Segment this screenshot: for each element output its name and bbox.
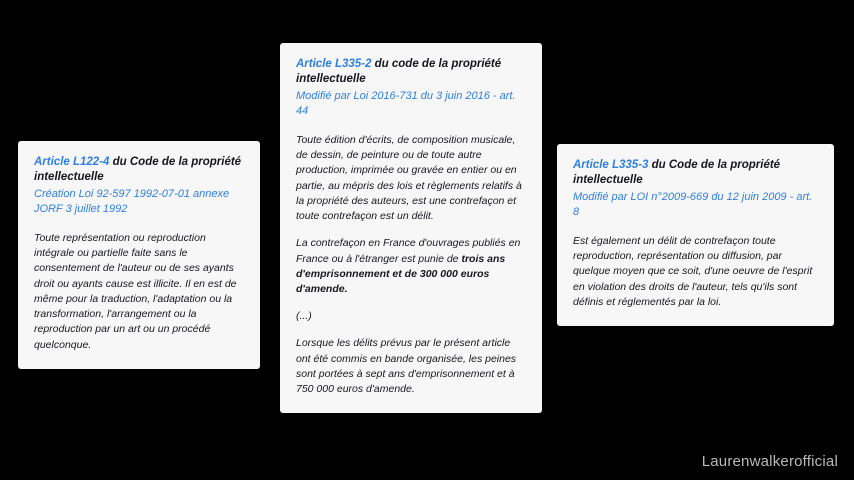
paragraph-lead-text: La contrefaçon en France d'ouvrages publiés en France ou à l'étranger est punie de	[296, 237, 521, 265]
spacer	[573, 220, 818, 234]
article-heading-rest: du Code de la propriété intellectuelle	[34, 156, 242, 184]
spacer	[296, 119, 526, 133]
article-paragraph: Est également un délit de contrefaçon toute reproduction, représentation ou diffusion, par quelque moyen que ce soit, d'une oeuvre de l'esprit en violation des droits de l'auteur, tels qu'ils sont définis et réglementés par la loi.	[573, 235, 813, 308]
article-paragraph: Toute édition d'écrits, de composition musicale, de dessin, de peinture ou de toute autre production, imprimée ou gravée en entier ou en partie, au mépris des lois et règlements relatifs à la propriété des auteurs, est une contrefaçon et toute contrefaçon est un délit.	[296, 134, 522, 223]
article-reference: Article L335-2	[296, 58, 372, 70]
article-paragraph-ellipsis: (...)	[296, 310, 312, 323]
article-heading-rest: du code de la propriété intellectuelle	[296, 58, 502, 86]
article-paragraph-highlighted	[296, 236, 526, 297]
article-subheading: Modifié par LOI n°2009-669 du 12 juin 2009 - art. 8	[573, 191, 813, 219]
spacer	[34, 217, 244, 231]
article-card-l335-2	[280, 43, 542, 413]
card-heading	[296, 57, 526, 87]
article-paragraph: Lorsque les délits prévus par le présent article ont été commis en bande organisée, les peines sont portées à sept ans d'emprisonnement et à 750 000 euros d'amende.	[296, 337, 517, 396]
article-card-l335-3	[557, 144, 834, 326]
article-reference: Article L335-3	[573, 159, 649, 171]
article-reference: Article L122-4	[34, 156, 110, 168]
article-card-l122-4	[18, 141, 260, 369]
article-subheading: Modifié par Loi 2016-731 du 3 juin 2016 - art. 44	[296, 90, 516, 118]
article-heading-rest: du Code de la propriété intellectuelle	[573, 159, 781, 187]
card-heading	[34, 155, 244, 185]
article-paragraph: Toute représentation ou reproduction intégrale ou partielle faite sans le consentement de l'auteur ou de ses ayants droit ou ayants cause est illicite. Il en est de même pour la traduction, l'adaptation ou la transformation, l'arrangement ou la reproduction par un art ou un procédé quelconque.	[34, 232, 237, 351]
penalty-bold-text: trois ans d'emprisonnement et de 300 000 euros d'amende.	[296, 252, 506, 295]
card-heading	[573, 158, 818, 188]
watermark-text: Laurenwalkerofficial	[701, 453, 838, 470]
article-subheading: Création Loi 92-597 1992-07-01 annexe JORF 3 juillet 1992	[34, 188, 230, 216]
